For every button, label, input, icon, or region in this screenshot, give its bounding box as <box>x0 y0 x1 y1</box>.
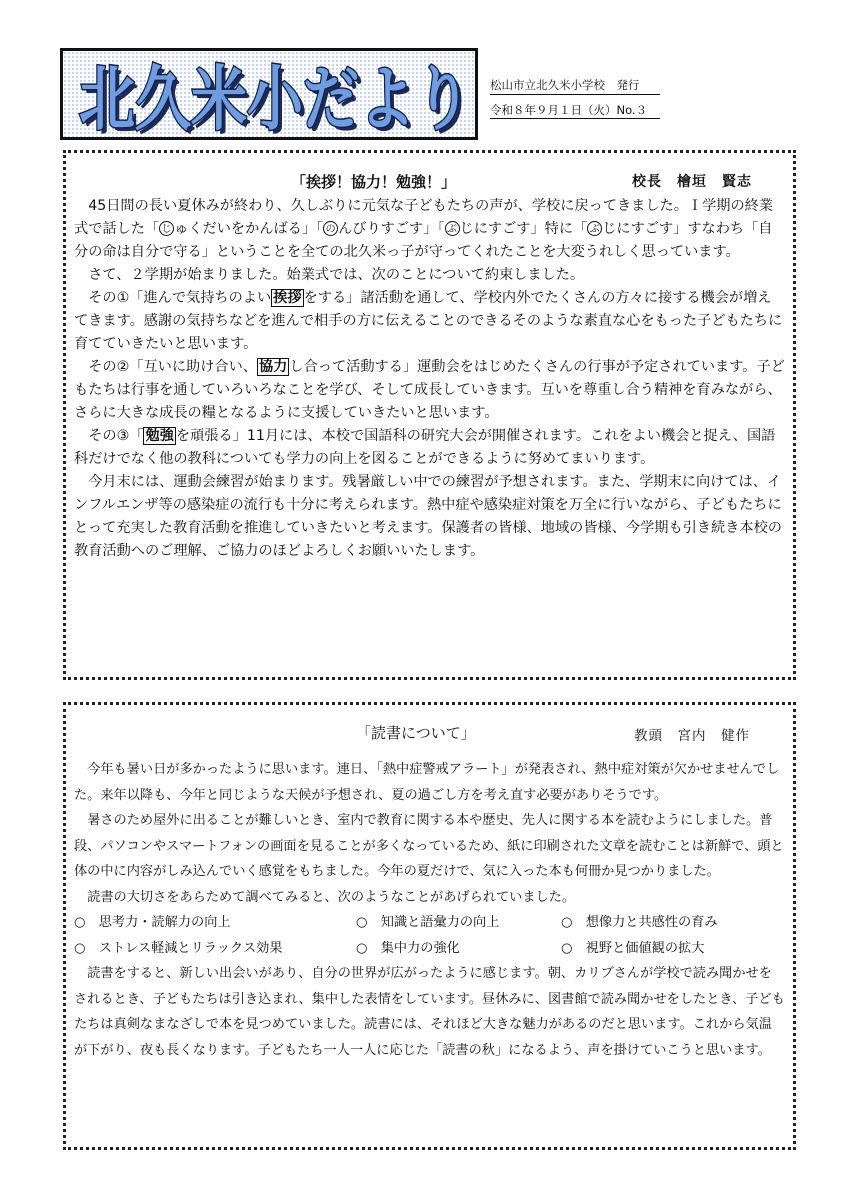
circled-char: ぶ <box>445 221 460 236</box>
list-item: ○ 視野と価値観の拡大 <box>561 940 705 956</box>
masthead-logo <box>60 48 478 140</box>
publisher: 松山市立北久米小学校 発行 <box>490 80 660 95</box>
principal-message-body <box>74 195 785 563</box>
paragraph: さて、２学期が始まりました。始業式では、次のことについて約束しました。 <box>88 267 585 283</box>
reading-section <box>63 702 796 1150</box>
paragraph: 今年も暑い日が多かったように思います。連日、「熱中症警戒アラート」が発表され、熱中症対策が欠かせませんでした。来年以降も、今年と同じような天候が予想され、夏の過ごし方を考え直す必要がありそうです。 <box>74 762 780 803</box>
paragraph <box>74 356 785 425</box>
text: じにすごす」特に「 <box>459 221 588 237</box>
list-item: ○ 知識と語彙力の向上 <box>356 915 500 930</box>
text: 45日間の長い夏休みが終わり、久しぶりに元気な子どもたちの声が、学校に戻ってきました。Ｉ学期の終業式で話した「 <box>74 198 774 237</box>
text: をする」諸活動を通して、学校内外でたくさんの方々に接する機会が増えてきます。感謝の気持ちなどを進んで相手の方に伝えることのできるそのような素直な心をもった子どもたちに育てていきたいと思います。 <box>74 290 783 352</box>
circled-char: じ <box>159 221 174 236</box>
paragraph: 読書の大切さをあらためて調べてみると、次のようなことがあげられていました。 <box>87 889 576 905</box>
principal-name: 校長 檜垣 賢志 <box>632 174 752 190</box>
paragraph: 暑さのため屋外に出ることが難しいとき、室内で教育に関する本や歴史、先人に関する本を読むようにしました。普段、パソコンやスマートフォンの画面を見ることが多くなっているため、紙に印刷された文章を読むことは新鮮で、頭と体の中に内容がしみ込んでいく感覚をもちました。今年の夏だけで、気に入った本も何冊か見つかりました。 <box>74 813 784 879</box>
paragraph: 今月末には、運動会練習が始まります。残暑厳しい中での練習が予想されます。また、学期末に向けては、インフルエンザ等の感染症の流行も十分に考えられます。熱中症や感染症対策を万全に行いながら、子どもたちにとって充実した教育活動を推進していきたいと考えます。保護者の皆様、地域の皆様、今学期も引き続き本校の教育活動へのご理解、ご協力のほどよろしくお願いいたします。 <box>74 474 782 559</box>
vice-principal-name: 教頭 宮内 健作 <box>634 728 750 744</box>
keyword-aisatsu: 挨拶 <box>273 290 302 306</box>
text: を頑張る」11月には、本校で国語科の研究大会が開催されます。これをよい機会と捉え、国語科だけでなく他の教科についても学力の向上を図ることができるように努めてまいります。 <box>74 428 776 467</box>
list-item: ○ 想像力と共感性の育み <box>561 915 718 930</box>
text: んびりすごす」「 <box>338 221 445 237</box>
circled-char: ぶ <box>587 221 602 236</box>
principal-message-section <box>63 150 796 680</box>
circled-char: の <box>323 221 338 236</box>
text: その①「進んで気持ちのよい <box>88 290 272 306</box>
masthead-title-shadow: 北久米小だより <box>83 62 475 137</box>
paragraph <box>74 195 785 264</box>
text: その②「互いに助け合い、 <box>88 359 257 375</box>
list-item: ○ 思考力・読解力の向上 <box>74 915 231 930</box>
text: じにすごす」すなわち「自分の命は自分で守る」ということを全ての北久米っ子が守ってくれたことを大変うれしく思っています。 <box>74 221 773 260</box>
keyword-benkyo: 勉強 <box>145 428 174 444</box>
text: ゅくだいをかんばる」「 <box>174 221 324 237</box>
principal-message-title: 「挨拶！協力！勉強！」 <box>291 173 457 191</box>
reading-body <box>74 757 785 1063</box>
reading-title: 「読書について」 <box>356 724 476 742</box>
paragraph <box>74 425 785 471</box>
reading-benefits-list <box>74 910 785 961</box>
masthead-title: 北久米小だより <box>79 58 471 137</box>
text: し合って活動する」運動会をはじめたくさんの行事が予定されています。子どもたちは行事を通していろいろなことを学び、そして成長していきます。互いを尊重し合う精神を育みながら、さらに大きな成長の糧となるように支援していきたいと思います。 <box>74 359 785 421</box>
keyword-kyoryoku: 協力 <box>258 359 288 375</box>
paragraph: 読書をすると、新しい出会いがあり、自分の世界が広がったように感じます。朝、カリブさんが学校で読み聞かせをされるとき、子どもたちは引き込まれ、集中した表情をしています。昼休みに、図書館で読み聞かせをしたとき、子どもたちは真剣なまなざしで本を見つめていました。読書には、それほど大きな魅力があるのだと思います。これから気温が下がり、夜も長くなります。子どもたち一人一人に応じた「読書の秋」になるよう、声を掛けていこうと思います。 <box>74 966 785 1058</box>
list-item: ○ ストレス軽減とリラックス効果 <box>74 940 283 956</box>
text: その③「 <box>88 428 144 444</box>
list-item: ○ 集中力の強化 <box>356 940 460 956</box>
issue-date: 令和８年９月１日（火）No.３ <box>490 105 660 120</box>
paragraph <box>74 287 785 356</box>
publication-info <box>490 80 660 129</box>
